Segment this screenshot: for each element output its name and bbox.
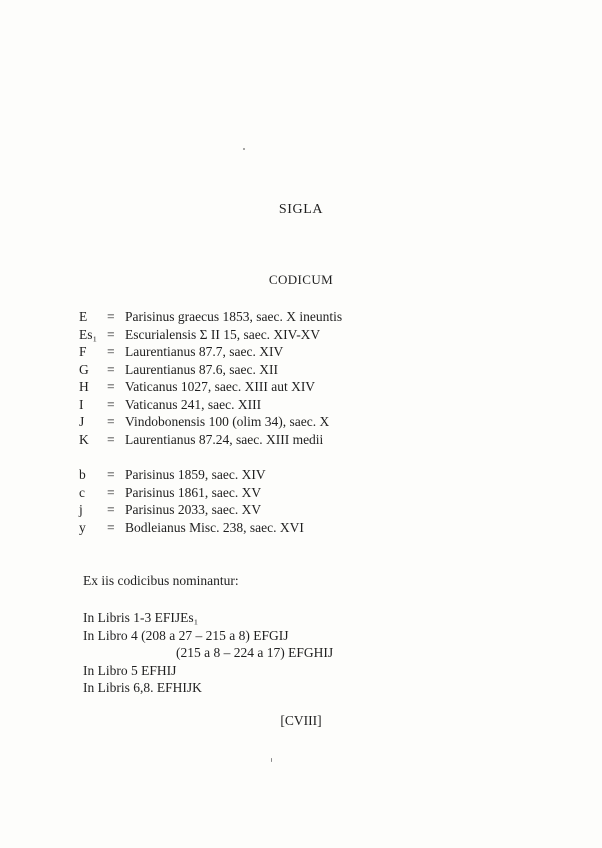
paper-speck xyxy=(243,148,245,150)
codex-description: Parisinus 2033, saec. XV xyxy=(125,502,262,517)
book-entry: (215 a 8 – 224 a 17) EFGHIJ xyxy=(176,645,334,660)
siglum: I xyxy=(79,396,84,412)
codex-description: Parisinus graecus 1853, saec. X ineuntis xyxy=(125,309,343,324)
equals-sign: = xyxy=(107,414,115,429)
equals-sign: = xyxy=(107,326,115,342)
equals-sign: = xyxy=(107,344,115,359)
codex-description: Laurentianus 87.6, saec. XII xyxy=(125,361,278,377)
codex-description: Vindobonensis 100 (olim 34), saec. X xyxy=(125,414,330,429)
siglum: c xyxy=(79,484,85,500)
paper-speck xyxy=(271,758,272,762)
equals-sign: = xyxy=(107,379,115,394)
codex-description: Laurentianus 87.24, saec. XIII medii xyxy=(125,431,324,447)
codex-description: Parisinus 1859, saec. XIV xyxy=(125,467,266,482)
siglum: E xyxy=(79,309,88,324)
siglum: y xyxy=(79,519,86,535)
codex-row xyxy=(79,361,519,379)
codex-row xyxy=(79,378,519,396)
siglum: F xyxy=(79,344,87,359)
codex-row xyxy=(79,396,519,414)
equals-sign: = xyxy=(107,431,115,447)
equals-sign: = xyxy=(107,361,115,377)
codex-description: Escurialensis Σ II 15, saec. XIV-XV xyxy=(125,326,321,342)
book-entry: In Libris 6,8. EFHIJK xyxy=(83,680,202,695)
codex-row xyxy=(79,466,519,484)
equals-sign: = xyxy=(107,484,115,500)
codex-row xyxy=(79,413,519,431)
page-number: [CVIII] xyxy=(280,713,322,728)
codex-description: Vaticanus 1027, saec. XIII aut XIV xyxy=(125,379,316,394)
equals-sign: = xyxy=(107,467,115,482)
codex-description: Parisinus 1861, saec. XV xyxy=(125,484,262,500)
codex-list-secondary xyxy=(79,466,519,536)
codex-row xyxy=(79,519,519,537)
intro-text: Ex iis codicibus nominantur: xyxy=(83,573,239,588)
codex-row xyxy=(79,308,519,326)
book-entry: In Libris 1-3 EFIJEs₁ xyxy=(83,610,199,625)
equals-sign: = xyxy=(107,396,115,412)
codex-list-primary xyxy=(79,308,519,448)
siglum: b xyxy=(79,467,86,482)
codex-row xyxy=(79,431,519,449)
equals-sign: = xyxy=(107,309,115,324)
codex-row xyxy=(79,501,519,519)
codex-row xyxy=(79,343,519,361)
codex-description: Bodleianus Misc. 238, saec. XVI xyxy=(125,519,304,535)
book-list xyxy=(83,609,503,697)
siglum: K xyxy=(79,431,89,447)
codex-description: Laurentianus 87.7, saec. XIV xyxy=(125,344,284,359)
siglum: Es₁ xyxy=(79,326,98,342)
book-entry: In Libro 5 EFHIJ xyxy=(83,662,177,678)
equals-sign: = xyxy=(107,502,115,517)
equals-sign: = xyxy=(107,519,115,535)
siglum: H xyxy=(79,379,89,394)
codex-row xyxy=(79,326,519,344)
codex-description: Vaticanus 241, saec. XIII xyxy=(125,396,262,412)
codex-row xyxy=(79,484,519,502)
book-entry: In Libro 4 (208 a 27 – 215 a 8) EFGIJ xyxy=(83,627,289,643)
page-heading: SIGLA xyxy=(278,202,324,217)
siglum: J xyxy=(79,414,85,429)
siglum: j xyxy=(79,502,83,517)
siglum: G xyxy=(79,361,89,377)
section-subheading: CODICUM xyxy=(268,272,334,287)
